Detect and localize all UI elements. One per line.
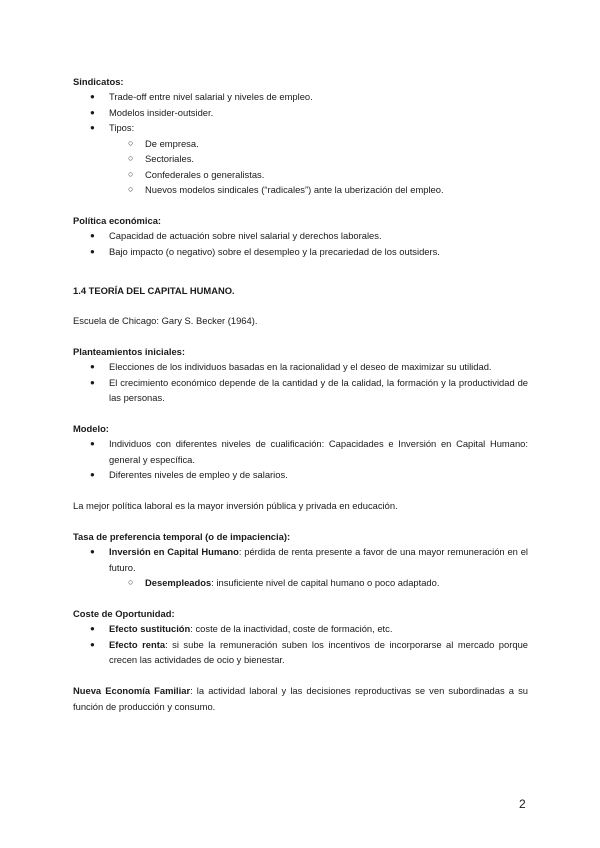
list-subitem: ○ Nuevos modelos sindicales (“radicales”) ante la uberización del empleo. [73,182,528,198]
politica-list [73,228,528,259]
bullet-icon: ● [90,547,95,556]
list-item: ● Tipos: [73,120,528,136]
bullet-icon: ● [90,362,95,371]
list-item: ● Efecto sustitución: coste de la inactividad, coste de formación, etc. [73,621,528,637]
list-item: ● Inversión en Capital Humano: pérdida de renta presente a favor de una mayor remuneración en el futuro. [90,546,528,573]
bullet-icon: ● [90,439,95,448]
hollow-bullet-icon: ○ [128,153,134,163]
mejor-politica-text: La mejor política laboral es la mayor inversión pública y privada en educación. [73,500,398,511]
hollow-bullet-icon: ○ [128,168,134,179]
sindicatos-heading: Sindicatos: [73,76,124,87]
list-item: ● Diferentes niveles de empleo y de salarios. [73,467,528,483]
bullet-icon: ● [90,92,95,101]
escuela-text: Escuela de Chicago: Gary S. Becker (1964). [73,315,258,326]
list-item: ● El crecimiento económico depende de la cantidad y de la calidad, la formación y la productividad de las personas. [90,376,528,403]
coste-list [73,621,528,668]
bullet-icon: ● [90,377,95,387]
hollow-bullet-icon: ○ [128,184,134,194]
planteamientos-list [73,359,528,406]
list-item: ● Trade-off entre nivel salarial y niveles de empleo. [73,89,528,105]
bullet-icon: ● [90,639,95,649]
bullet-icon: ● [90,624,95,633]
tasa-heading: Tasa de preferencia temporal (o de impaciencia): [73,531,291,542]
list-subitem: ○ Desempleados: insuficiente nivel de capital humano o poco adaptado. [73,575,528,591]
modelo-heading: Modelo: [73,423,109,434]
bullet-icon: ● [90,123,95,132]
page-number: 2 [519,797,526,811]
bullet-icon: ● [90,246,95,256]
list-subitem: ○ Sectoriales. [73,151,528,167]
list-subitem: ○ Confederales o generalistas. [73,167,528,183]
list-item: ● Modelos insider-outsider. [73,105,528,121]
list-item: ● Efecto renta: si sube la remuneración suben los incentivos de incorporarse al mercado porque crecen las actividades de ocio y bienestar. [90,638,529,665]
section-title: 1.4 TEORÍA DEL CAPITAL HUMANO. [73,284,235,296]
bullet-icon: ● [90,107,95,117]
page-content [73,74,528,714]
list-item: ● Capacidad de actuación sobre nivel salarial y derechos laborales. [73,228,528,244]
modelo-list [73,436,528,483]
nueva-economia-text: Nueva Economía Familiar: la actividad laboral y las decisiones reproductivas se ven subordinadas a su función de producción y consumo. [73,685,528,712]
list-subitem: ○ De empresa. [73,136,528,152]
tasa-list [73,544,528,591]
bullet-icon: ● [90,470,95,479]
planteamientos-heading: Planteamientos iniciales: [73,346,186,357]
list-item: ● Bajo impacto (o negativo) sobre el desempleo y la precariedad de los outsiders. [73,244,528,260]
list-item: ● Individuos con diferentes niveles de cualificación: Capacidades e Inversión en Capital Humano: general y específica. [90,438,528,465]
list-item: ● Elecciones de los individuos basadas en la racionalidad y el deseo de maximizar su utilidad. [73,359,528,375]
coste-heading: Coste de Oportunidad: [73,608,175,619]
hollow-bullet-icon: ○ [128,137,134,148]
politica-heading: Política económica: [73,215,162,226]
hollow-bullet-icon: ○ [128,577,134,587]
bullet-icon: ● [90,231,95,240]
sindicatos-list [73,89,528,198]
